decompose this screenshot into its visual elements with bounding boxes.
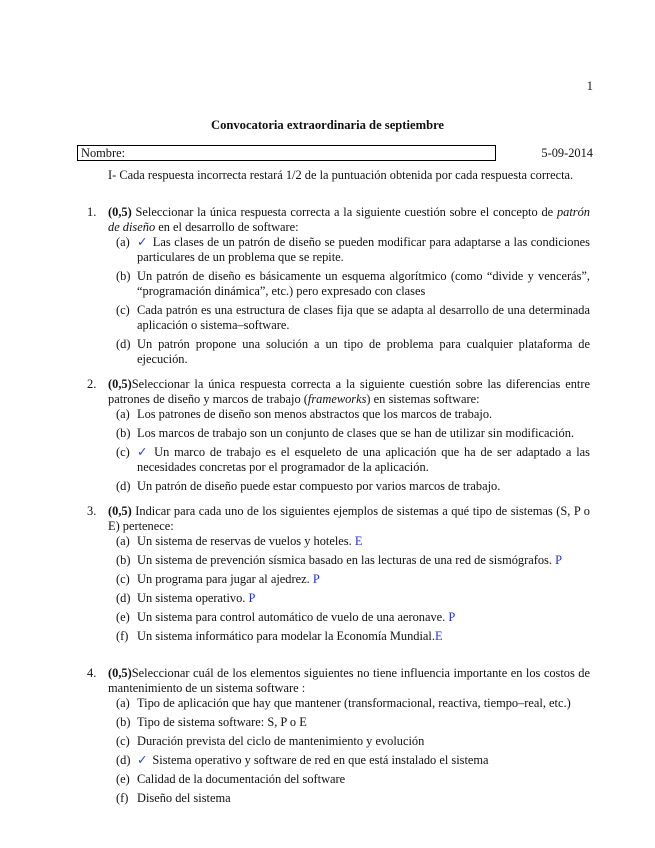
- option-c[interactable]: (c) Un programa para jugar al ajedrez. P: [116, 572, 320, 586]
- option-c[interactable]: (c) Duración prevista del ciclo de mantenimiento y evolución: [116, 734, 425, 748]
- question-number: 4.: [87, 666, 97, 680]
- answer-mark: P: [555, 553, 562, 567]
- answer-mark: P: [248, 591, 256, 605]
- question-2: [87, 377, 590, 494]
- instructions: I- Cada respuesta incorrecta restará 1/2 de la puntuación obtenida por cada respuesta correcta.: [108, 168, 574, 182]
- option-c[interactable]: (c) Cada patrón es una estructura de clases fija que se adapta al desarrollo de una determinada aplicación o sistema–software.: [116, 303, 590, 332]
- check-icon: ✓: [137, 753, 148, 767]
- option-f[interactable]: (f) Un sistema informático para modelar la Economía Mundial.E: [116, 629, 443, 643]
- page-title: Convocatoria extraordinaria de septiembre: [210, 118, 445, 132]
- name-label: Nombre:: [81, 146, 126, 160]
- answer-mark: E: [434, 629, 443, 643]
- option-e[interactable]: (e) Un sistema para control automático de vuelo de una aeronave. P: [116, 610, 456, 624]
- question-3: [87, 504, 590, 644]
- option-f[interactable]: (f) Diseño del sistema: [116, 791, 231, 805]
- option-b[interactable]: (b) Un sistema de prevención sísmica basado en las lecturas de una red de sismógrafos. P: [116, 553, 562, 567]
- answer-mark: P: [448, 610, 456, 624]
- question-number: 1.: [87, 205, 97, 219]
- name-field[interactable]: [77, 145, 496, 161]
- answer-mark: P: [312, 572, 320, 586]
- question-number: 2.: [87, 377, 97, 391]
- question-points: (0,5): [108, 504, 132, 518]
- option-a[interactable]: (a) ✓ Las clases de un patrón de diseño se pueden modificar para adaptarse a las condiciones particulares de un problema que se repite.: [116, 235, 590, 264]
- question-points: (0,5): [108, 205, 132, 219]
- question-1: [87, 205, 590, 367]
- option-c[interactable]: (c) ✓ Un marco de trabajo es el esqueleto de una aplicación que ha de ser adaptado a las necesidades concretas por el programador de la aplicación.: [116, 445, 590, 474]
- option-b[interactable]: (b) Un patrón de diseño es básicamente un esquema algorítmico (como “divide y vencerás”, “programación dinámica”, etc.) pero expresado con clases: [116, 269, 590, 298]
- question-text: (0,5) Indicar para cada uno de los siguientes ejemplos de sistemas a qué tipo de sistemas (S, P o E) pertenece:: [108, 504, 590, 533]
- question-4: [87, 666, 590, 806]
- option-e[interactable]: (e) Calidad de la documentación del software: [116, 772, 346, 786]
- question-number: 3.: [87, 504, 97, 518]
- question-text: (0,5)Seleccionar cuál de los elementos siguientes no tiene influencia importante en los costos de mantenimiento de un sistema software :: [108, 666, 590, 695]
- page-number: 1: [586, 79, 593, 93]
- question-points: (0,5): [108, 377, 132, 391]
- check-icon: ✓: [137, 445, 150, 459]
- question-text: (0,5) Seleccionar la única respuesta correcta a la siguiente cuestión sobre el concepto de patrón de diseño en el desarrollo de software:: [108, 205, 590, 234]
- exam-date: 5-09-2014: [541, 146, 593, 160]
- option-d[interactable]: (d) Un patrón propone una solución a un tipo de problema para cualquier plataforma de ejecución.: [116, 337, 590, 366]
- answer-mark: E: [354, 534, 363, 548]
- option-d[interactable]: (d) ✓ Sistema operativo y software de red en que está instalado el sistema: [116, 753, 489, 767]
- option-d[interactable]: (d) Un sistema operativo. P: [116, 591, 256, 605]
- question-points: (0,5): [108, 666, 132, 680]
- option-a[interactable]: (a) Tipo de aplicación que hay que mantener (transformacional, reactiva, tiempo–real, etc.): [116, 696, 571, 710]
- option-b[interactable]: (b) Los marcos de trabajo son un conjunto de clases que se han de utilizar sin modificación.: [116, 426, 574, 440]
- question-text: (0,5)Seleccionar la única respuesta correcta a la siguiente cuestión sobre las diferencias entre patrones de diseño y marcos de trabajo (frameworks) en sistemas software:: [108, 377, 590, 406]
- option-a[interactable]: (a) Los patrones de diseño son menos abstractos que los marcos de trabajo.: [116, 407, 493, 421]
- check-icon: ✓: [137, 235, 148, 249]
- option-a[interactable]: (a) Un sistema de reservas de vuelos y hoteles. E: [116, 534, 363, 548]
- option-d[interactable]: (d) Un patrón de diseño puede estar compuesto por varios marcos de trabajo.: [116, 479, 501, 493]
- option-b[interactable]: (b) Tipo de sistema software: S, P o E: [116, 715, 307, 729]
